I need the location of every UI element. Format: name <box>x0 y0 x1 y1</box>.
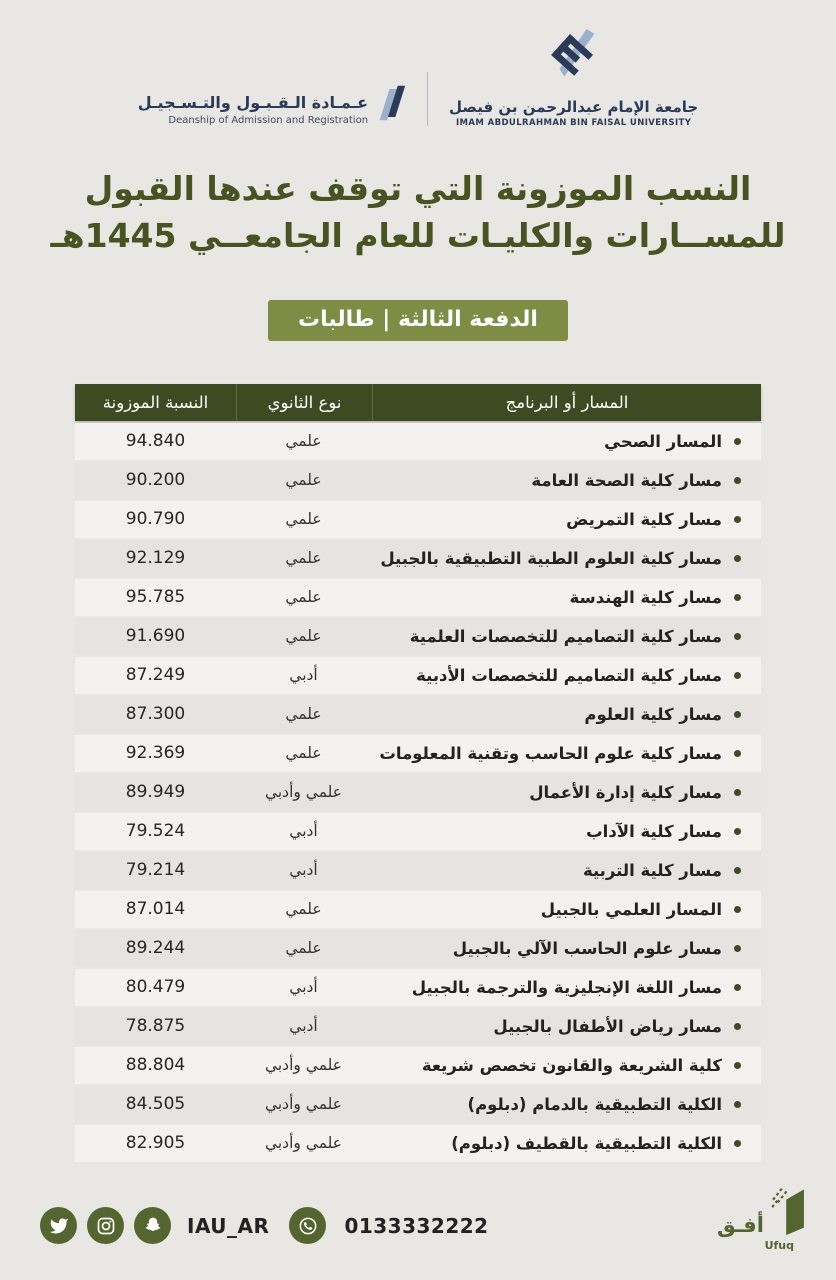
weighted-score-cell: 92.369 <box>125 743 186 764</box>
secondary-type-cell: علمي وأدبي <box>264 1095 343 1114</box>
weighted-score-cell: 84.505 <box>125 1094 186 1115</box>
table-row <box>75 774 761 811</box>
weighted-score-cell: 94.840 <box>125 431 186 452</box>
header-program-column: المسار أو البرنامج <box>505 392 629 412</box>
batch-badge: الدفعة الثالثة | طالبات <box>268 300 568 341</box>
table-row <box>75 1047 761 1084</box>
program-name: مسار اللغة الإنجليزية والترجمة بالجبيل <box>411 977 722 997</box>
header-type-column: نوع الثانوي <box>237 384 373 421</box>
program-cell <box>371 1134 761 1153</box>
secondary-type-cell: أدبي <box>289 666 318 685</box>
program-cell <box>371 1095 761 1114</box>
weighted-score-cell: 87.249 <box>125 665 186 686</box>
program-cell <box>371 900 761 919</box>
program-name: مسار كلية علوم الحاسب وتقنية المعلومات <box>379 743 722 763</box>
bullet-icon <box>734 945 741 952</box>
bullet-icon <box>734 828 741 835</box>
table-row <box>75 891 761 928</box>
deanship-name-arabic: عـمـادة الـقـبـول والتـسـجيـل <box>137 93 369 112</box>
weighted-score-cell: 91.690 <box>125 626 186 647</box>
university-mark-icon <box>543 28 605 94</box>
table-row <box>75 969 761 1006</box>
deanship-stripes-icon <box>378 82 406 128</box>
table-row <box>75 930 761 967</box>
secondary-type-cell: علمي <box>285 510 322 529</box>
page-title <box>0 166 836 260</box>
program-name: مسار كلية العلوم الطبية التطبيقية بالجبيل <box>380 548 722 568</box>
phone-number: 0133332222 <box>344 1213 489 1238</box>
program-name: المسار العلمي بالجبيل <box>540 899 722 919</box>
program-name: مسار كلية التصاميم للتخصصات العلمية <box>409 626 722 646</box>
table-row <box>75 852 761 889</box>
program-name: مسار رياض الأطفال بالجبيل <box>493 1016 722 1036</box>
program-name: مسار كلية التربية <box>582 860 722 880</box>
university-logo <box>449 28 698 128</box>
weighted-score-cell: 79.214 <box>125 860 186 881</box>
table-row <box>75 1125 761 1162</box>
program-name: مسار كلية التصاميم للتخصصات الأدبية <box>416 665 722 685</box>
secondary-type-cell: علمي وأدبي <box>264 1134 343 1153</box>
bullet-icon <box>734 711 741 718</box>
program-cell <box>371 822 761 841</box>
program-cell <box>371 744 761 763</box>
social-strip <box>40 1207 489 1244</box>
program-name: مسار كلية إدارة الأعمال <box>529 782 722 802</box>
bullet-icon <box>734 789 741 796</box>
table-row <box>75 657 761 694</box>
program-name: مسار كلية الآداب <box>586 821 722 841</box>
program-cell <box>371 939 761 958</box>
bullet-icon <box>734 984 741 991</box>
secondary-type-cell: علمي وأدبي <box>264 783 343 802</box>
program-name: الكلية التطبيقية بالقطيف (دبلوم) <box>451 1133 722 1153</box>
program-name: مسار كلية العلوم <box>584 704 722 724</box>
weighted-score-cell: 95.785 <box>125 587 186 608</box>
logos-header <box>0 0 836 128</box>
program-cell <box>371 510 761 529</box>
secondary-type-cell: أدبي <box>289 861 318 880</box>
program-name: كلية الشريعة والقانون تخصص شريعة <box>421 1055 722 1075</box>
weighted-score-cell: 89.949 <box>125 782 186 803</box>
footer <box>0 1182 836 1252</box>
bullet-icon <box>734 906 741 913</box>
program-cell <box>371 627 761 646</box>
secondary-type-cell: أدبي <box>289 822 318 841</box>
secondary-type-cell: علمي <box>285 471 322 490</box>
program-cell <box>371 588 761 607</box>
secondary-type-cell: علمي <box>285 549 322 568</box>
program-cell <box>371 666 761 685</box>
program-name: المسار الصحي <box>604 431 722 451</box>
table-header <box>75 384 761 421</box>
program-cell <box>371 1017 761 1036</box>
table-row <box>75 423 761 460</box>
instagram-icon <box>87 1207 124 1244</box>
university-name-english: IMAM ABDULRAHMAN BIN FAISAL UNIVERSITY <box>455 118 692 128</box>
program-name: الكلية التطبيقية بالدمام (دبلوم) <box>467 1094 722 1114</box>
weighted-score-cell: 87.014 <box>125 899 186 920</box>
bullet-icon <box>734 477 741 484</box>
program-name: مسار كلية الصحة العامة <box>531 470 722 490</box>
weighted-score-cell: 78.875 <box>125 1016 186 1037</box>
program-name: مسار علوم الحاسب الآلي بالجبيل <box>452 938 722 958</box>
weighted-score-cell: 82.905 <box>125 1133 186 1154</box>
table-row <box>75 540 761 577</box>
deanship-name-english: Deanship of Admission and Registration <box>168 115 369 126</box>
cutoff-table <box>75 384 761 1162</box>
bullet-icon <box>734 750 741 757</box>
weighted-score-cell: 89.244 <box>125 938 186 959</box>
bullet-icon <box>734 672 741 679</box>
logo-divider <box>427 72 428 126</box>
header-score-column: النسبة الموزونة <box>75 384 237 421</box>
program-name: مسار كلية التمريض <box>566 509 722 529</box>
secondary-type-cell: علمي <box>285 900 322 919</box>
ufuq-name-arabic: أفـق <box>716 1213 764 1237</box>
whatsapp-icon <box>289 1207 326 1244</box>
program-name: مسار كلية الهندسة <box>569 587 722 607</box>
bullet-icon <box>734 1140 741 1147</box>
weighted-score-cell: 87.300 <box>125 704 186 725</box>
weighted-score-cell: 92.129 <box>125 548 186 569</box>
snapchat-icon <box>134 1207 171 1244</box>
table-row <box>75 1008 761 1045</box>
program-cell <box>371 705 761 724</box>
program-cell <box>371 861 761 880</box>
secondary-type-cell: علمي وأدبي <box>264 1056 343 1075</box>
table-row <box>75 462 761 499</box>
bullet-icon <box>734 555 741 562</box>
ufuq-logo <box>718 1181 808 1252</box>
table-row <box>75 618 761 655</box>
program-cell <box>371 978 761 997</box>
weighted-score-cell: 90.790 <box>125 509 186 530</box>
secondary-type-cell: علمي <box>285 588 322 607</box>
secondary-type-cell: أدبي <box>289 1017 318 1036</box>
secondary-type-cell: علمي <box>285 627 322 646</box>
secondary-type-cell: علمي <box>285 705 322 724</box>
weighted-score-cell: 90.200 <box>125 470 186 491</box>
table-row <box>75 735 761 772</box>
program-cell <box>371 1056 761 1075</box>
badge-row <box>0 300 836 341</box>
ufuq-mark-icon <box>770 1181 808 1241</box>
secondary-type-cell: علمي <box>285 744 322 763</box>
program-cell <box>371 432 761 451</box>
twitter-icon <box>40 1207 77 1244</box>
university-name-arabic: جامعة الإمام عبدالرحمن بن فيصل <box>449 98 699 116</box>
bullet-icon <box>734 867 741 874</box>
bullet-icon <box>734 1101 741 1108</box>
bullet-icon <box>734 1023 741 1030</box>
bullet-icon <box>734 1062 741 1069</box>
table-row <box>75 501 761 538</box>
table-body <box>75 423 761 1162</box>
secondary-type-cell: علمي <box>285 939 322 958</box>
weighted-score-cell: 80.479 <box>125 977 186 998</box>
bullet-icon <box>734 633 741 640</box>
table-row <box>75 696 761 733</box>
bullet-icon <box>734 594 741 601</box>
title-line-2: للمســارات والكليـات للعام الجامعــي 1445هـ <box>50 215 786 255</box>
deanship-logo <box>138 82 406 128</box>
program-cell <box>371 783 761 802</box>
social-handle: IAU_AR <box>187 1213 270 1238</box>
table-row <box>75 813 761 850</box>
program-cell <box>371 471 761 490</box>
secondary-type-cell: أدبي <box>289 978 318 997</box>
table-row <box>75 1086 761 1123</box>
title-line-1: النسب الموزونة التي توقف عندها القبول <box>84 169 752 208</box>
deanship-text <box>138 93 368 128</box>
bullet-icon <box>734 438 741 445</box>
secondary-type-cell: علمي <box>285 432 322 451</box>
weighted-score-cell: 79.524 <box>125 821 186 842</box>
program-cell <box>371 549 761 568</box>
table-row <box>75 579 761 616</box>
weighted-score-cell: 88.804 <box>125 1055 186 1076</box>
bullet-icon <box>734 516 741 523</box>
ufuq-name-english: Ufuq <box>764 1239 794 1252</box>
